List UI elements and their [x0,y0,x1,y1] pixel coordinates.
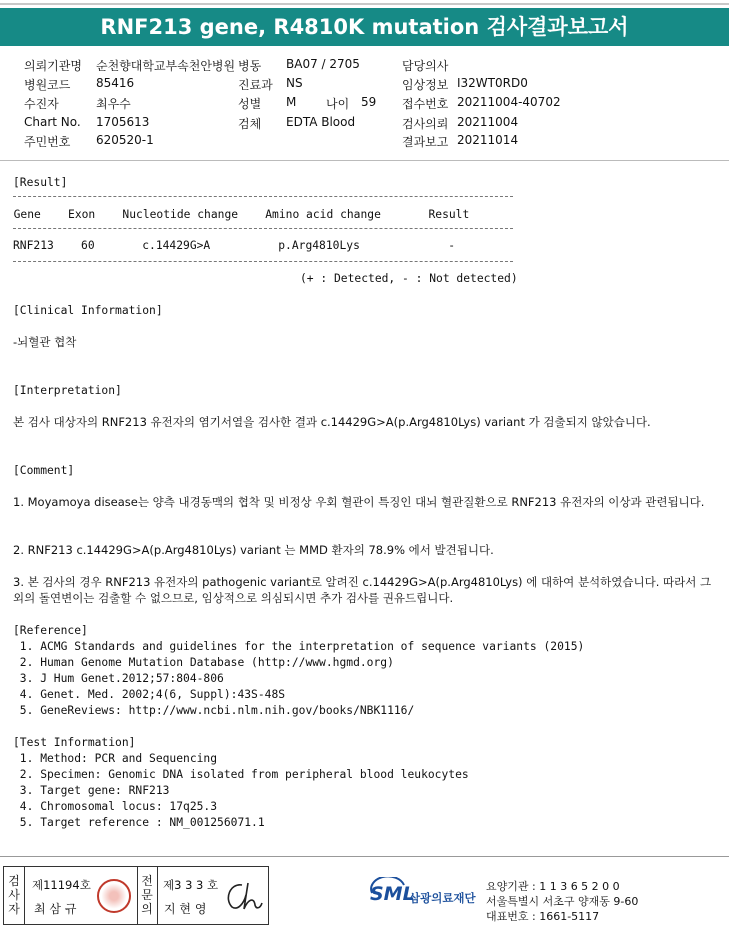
header-label: 성별 [238,97,262,111]
header-value: 620520-1 [96,133,154,147]
header-divider [0,160,729,161]
header-label: 담당의사 [402,59,449,73]
comment-item: 2. RNF213 c.14429G>A(p.Arg4810Lys) variant 는 MMD 환자의 78.9% 에서 발견됩니다. [13,543,494,557]
reference-item: 3. J Hum Genet.2012;57:804-806 [13,672,224,685]
header-value: BA07 / 2705 [286,57,360,71]
test-info-item: 1. Method: PCR and Sequencing [13,752,218,765]
result-heading: [Result] [13,176,68,189]
reference-item: 1. ACMG Standards and guidelines for the interpretation of sequence variants (2015) [13,640,585,653]
interpretation-text: 본 검사 대상자의 RNF213 유전자의 염기서열을 검사한 결과 c.14429G>A(p.Arg4810Lys) variant 가 검출되지 않았습니다. [13,415,651,429]
signature-box [3,866,269,925]
age-label: 나이 [326,97,350,111]
header-label: 결과보고 [402,135,449,149]
header-value: 20211004-40702 [457,95,561,109]
header-label: 병동 [238,59,262,73]
header-label: 임상정보 [402,78,449,92]
test-info-item: 2. Specimen: Genomic DNA isolated from peripheral blood leukocytes [13,768,469,781]
specialist-label: 전 문 의 [141,874,153,916]
examiner-label: 검 사 자 [8,874,20,916]
result-columns: Gene Exon Nucleotide change Amino acid change Result [0,208,470,221]
header-label: Chart No. [24,115,81,129]
comment-item: 3. 본 검사의 경우 RNF213 유전자의 pathogenic variant로 알려진 c.14429G>A(p.Arg4810Lys) 에 대하여 분석하였습니다. 따라서 그 외의 돌연변이는 검출할 수 없으므로, 임상적으로 의심되시면 추가 검사를 권유드립니다. [13,575,712,605]
top-border [0,3,729,5]
signature-icon [222,877,264,915]
reference-item: 2. Human Genome Mutation Database (http://www.hgmd.org) [13,656,394,669]
header-label: 의뢰기관명 [24,59,82,73]
header-label: 주민번호 [24,135,71,149]
header-value: NS [286,76,303,90]
address: 서울특별시 서초구 양재동 9-60 [486,895,639,908]
result-divider-top [13,196,513,197]
institution-code: 요양기관 : 1 1 3 6 5 2 0 0 [486,880,620,893]
clinical-heading: [Clinical Information] [13,304,163,317]
test-info-item: 3. Target gene: RNF213 [13,784,170,797]
header-label: 검사의뢰 [402,117,449,131]
specialist-name: 지 현 영 [164,902,207,916]
interpretation-heading: [Interpretation] [13,384,122,397]
seal-stamp [97,879,131,913]
phone: 대표번호 : 1661-5117 [486,910,600,923]
header-value: 1705613 [96,115,150,129]
header-value: 20211004 [457,115,519,129]
result-row: RNF213 60 c.14429G>A p.Arg4810Lys - [13,239,456,252]
test-info-item: 5. Target reference : NM_001256071.1 [13,816,265,829]
result-divider-bottom [13,261,513,262]
header-label: 검체 [238,117,262,131]
footer-divider [0,856,729,857]
header-value: EDTA Blood [286,115,356,129]
reference-item: 4. Genet. Med. 2002;4(6, Suppl):43S-48S [13,688,286,701]
header-value: I32WT0RD0 [457,76,528,90]
header-value: 20211014 [457,133,519,147]
comment-item: 1. Moyamoya disease는 양측 내경동맥의 협착 및 비정상 우회 혈관이 특징인 대뇌 혈관질환으로 RNF213 유전자의 이상과 관련됩니다. [13,495,705,509]
header-value: 85416 [96,76,135,90]
test-info-item: 4. Chromosomal locus: 17q25.3 [13,800,218,813]
specialist-license: 제3 3 3 호 [163,878,219,892]
reference-item: 5. GeneReviews: http://www.ncbi.nlm.nih.gov/books/NBK1116/ [13,704,415,717]
header-value: 최우수 [96,97,131,111]
header-label: 수진자 [24,97,59,111]
header-label: 접수번호 [402,97,449,111]
examiner-name: 최 삼 규 [34,902,77,916]
comment-heading: [Comment] [13,464,75,477]
clinical-text: -뇌혈관 협착 [13,335,77,349]
result-legend: (+ : Detected, - : Not detected) [300,272,518,285]
test-info-heading: [Test Information] [13,736,136,749]
result-divider-mid [13,228,513,229]
reference-heading: [Reference] [13,624,88,637]
header-label: 병원코드 [24,78,71,92]
age-value: 59 [361,95,377,109]
examiner-license: 제11194호 [32,878,91,892]
header-value: M [286,95,297,109]
header-label: 진료과 [238,78,273,92]
header-value: 순천향대학교부속천안병원 [96,59,236,73]
report-title: RNF213 gene, R4810K mutation 검사결과보고서 [0,8,729,46]
